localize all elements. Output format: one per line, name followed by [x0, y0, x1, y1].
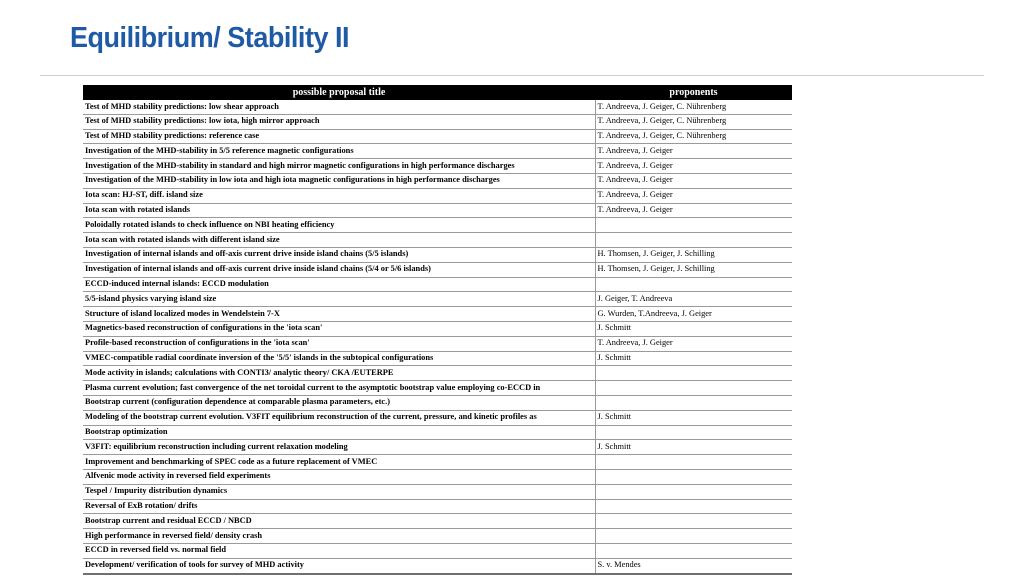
table-row [83, 218, 792, 233]
proponents-cell [595, 455, 792, 470]
table-row [83, 144, 792, 159]
proponents-cell [595, 514, 792, 529]
proposal-title-cell: Investigation of internal islands and off-axis current drive inside island chains (5/5 islands) [83, 247, 595, 262]
table-row [83, 188, 792, 203]
proposal-title-cell: Tespel / Impurity distribution dynamics [83, 484, 595, 499]
table-row [83, 514, 792, 529]
table-row [83, 159, 792, 174]
table-row [83, 543, 792, 558]
proponents-cell [595, 543, 792, 558]
proponents-cell: T. Andreeva, J. Geiger, C. Nührenberg [595, 114, 792, 129]
table-row [83, 233, 792, 248]
table-row [83, 529, 792, 544]
proponents-cell: T. Andreeva, J. Geiger [595, 159, 792, 174]
proposal-title-cell: Reversal of ExB rotation/ drifts [83, 499, 595, 514]
slide-title: Equilibrium/ Stability II [70, 22, 350, 54]
table-body [83, 100, 792, 574]
proposal-title-cell: ECCD in reversed field vs. normal field [83, 543, 595, 558]
proponents-cell [595, 484, 792, 499]
proponents-cell [595, 395, 792, 410]
proposal-title-cell: Development/ verification of tools for survey of MHD activity [83, 558, 595, 573]
proponents-cell: J. Geiger, T. Andreeva [595, 292, 792, 307]
proposal-title-cell: Modeling of the bootstrap current evolution. V3FIT equilibrium reconstruction of the current, pressure, and kinetic profiles as [83, 410, 595, 425]
table-row [83, 440, 792, 455]
proponents-cell: H. Thomsen, J. Geiger, J. Schilling [595, 262, 792, 277]
table-row [83, 100, 792, 114]
table-row [83, 425, 792, 440]
proponents-cell [595, 277, 792, 292]
proposal-title-cell: Profile-based reconstruction of configurations in the 'iota scan' [83, 336, 595, 351]
proponents-cell: T. Andreeva, J. Geiger [595, 336, 792, 351]
proponents-cell: T. Andreeva, J. Geiger [595, 173, 792, 188]
proponents-cell: J. Schmitt [595, 410, 792, 425]
proponents-cell [595, 425, 792, 440]
proponents-cell: G. Wurden, T.Andreeva, J. Geiger [595, 307, 792, 322]
table-row [83, 351, 792, 366]
proponents-cell [595, 381, 792, 396]
proposal-title-cell: Improvement and benchmarking of SPEC code as a future replacement of VMEC [83, 455, 595, 470]
proposal-title-cell: Bootstrap optimization [83, 425, 595, 440]
table-row [83, 558, 792, 573]
proponents-cell [595, 469, 792, 484]
proposal-title-cell: ECCD-induced internal islands: ECCD modulation [83, 277, 595, 292]
proposals-table [83, 85, 792, 575]
proposal-title-cell: Iota scan: HJ-ST, diff. island size [83, 188, 595, 203]
proponents-cell: J. Schmitt [595, 351, 792, 366]
proponents-cell: T. Andreeva, J. Geiger, C. Nührenberg [595, 100, 792, 114]
proposal-title-cell: Structure of island localized modes in Wendelstein 7-X [83, 307, 595, 322]
proponents-cell: J. Schmitt [595, 321, 792, 336]
table-row [83, 381, 792, 396]
table-row [83, 321, 792, 336]
proposal-title-cell: Bootstrap current (configuration dependence at comparable plasma parameters, etc.) [83, 395, 595, 410]
proposal-title-cell: Investigation of the MHD-stability in low iota and high iota magnetic configurations in high performance discharges [83, 173, 595, 188]
proponents-cell [595, 366, 792, 381]
proposal-title-cell: V3FIT: equilibrium reconstruction including current relaxation modeling [83, 440, 595, 455]
proposal-title-cell: Test of MHD stability predictions: low iota, high mirror approach [83, 114, 595, 129]
proponents-cell [595, 218, 792, 233]
column-header-title: possible proposal title [83, 85, 595, 100]
table-row [83, 455, 792, 470]
proposal-title-cell: Bootstrap current and residual ECCD / NBCD [83, 514, 595, 529]
proposal-title-cell: 5/5-island physics varying island size [83, 292, 595, 307]
table-row [83, 292, 792, 307]
proposal-title-cell: Investigation of internal islands and off-axis current drive inside island chains (5/4 or 5/6 islands) [83, 262, 595, 277]
proposal-title-cell: Alfvenic mode activity in reversed field experiments [83, 469, 595, 484]
table-row [83, 395, 792, 410]
proponents-cell: T. Andreeva, J. Geiger, C. Nührenberg [595, 129, 792, 144]
proposal-title-cell: Investigation of the MHD-stability in standard and high mirror magnetic configurations in high performance discharges [83, 159, 595, 174]
table-row [83, 247, 792, 262]
table-row [83, 262, 792, 277]
proponents-cell: H. Thomsen, J. Geiger, J. Schilling [595, 247, 792, 262]
proposal-title-cell: Iota scan with rotated islands with different island size [83, 233, 595, 248]
proposal-title-cell: Test of MHD stability predictions: low shear approach [83, 100, 595, 114]
proponents-cell [595, 529, 792, 544]
proponents-cell: T. Andreeva, J. Geiger [595, 203, 792, 218]
table-row [83, 129, 792, 144]
proponents-cell: T. Andreeva, J. Geiger [595, 144, 792, 159]
table-row [83, 114, 792, 129]
proponents-cell [595, 233, 792, 248]
table-row [83, 173, 792, 188]
proposal-title-cell: Mode activity in islands; calculations with CONTI3/ analytic theory/ CKA /EUTERPE [83, 366, 595, 381]
proposal-title-cell: Test of MHD stability predictions: reference case [83, 129, 595, 144]
proponents-cell: T. Andreeva, J. Geiger [595, 188, 792, 203]
table-row [83, 277, 792, 292]
table-row [83, 336, 792, 351]
table-row [83, 203, 792, 218]
table-row [83, 307, 792, 322]
proposal-title-cell: Investigation of the MHD-stability in 5/5 reference magnetic configurations [83, 144, 595, 159]
table-row [83, 410, 792, 425]
column-header-proponents: proponents [595, 85, 792, 100]
table-row [83, 366, 792, 381]
proposal-title-cell: High performance in reversed field/ density crash [83, 529, 595, 544]
proposal-title-cell: Iota scan with rotated islands [83, 203, 595, 218]
proposal-title-cell: Poloidally rotated islands to check influence on NBI heating efficiency [83, 218, 595, 233]
proposal-title-cell: Plasma current evolution; fast convergence of the net toroidal current to the asymptotic bootstrap value employing co-ECCD in [83, 381, 595, 396]
table-row [83, 484, 792, 499]
proposal-title-cell: VMEC-compatible radial coordinate inversion of the '5/5' islands in the subtopical configurations [83, 351, 595, 366]
proponents-cell: J. Schmitt [595, 440, 792, 455]
table-row [83, 469, 792, 484]
title-divider [40, 75, 984, 76]
table-row [83, 499, 792, 514]
proponents-cell [595, 499, 792, 514]
table-header-row [83, 85, 792, 100]
proponents-cell: S. v. Mendes [595, 558, 792, 573]
proposal-title-cell: Magnetics-based reconstruction of configurations in the 'iota scan' [83, 321, 595, 336]
